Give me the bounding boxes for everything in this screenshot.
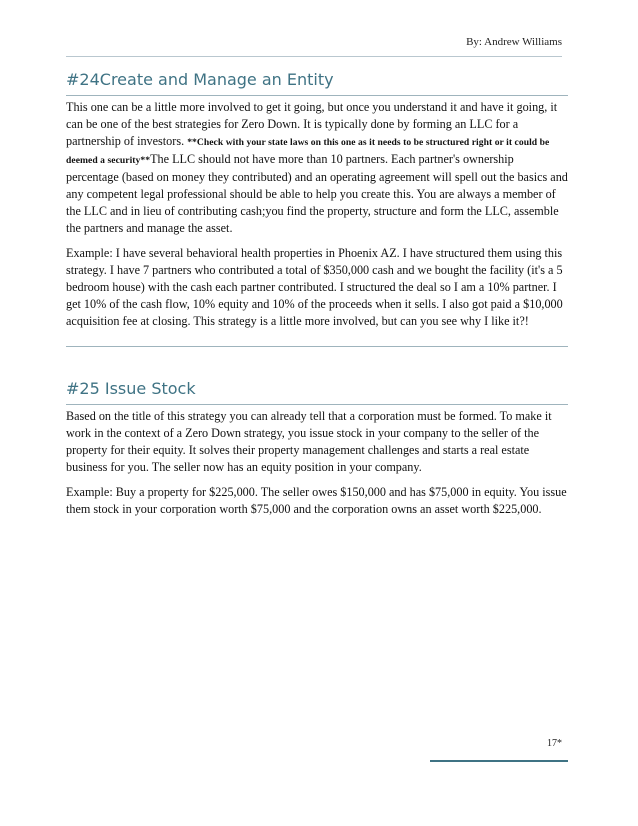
example-paragraph: Example: I have several behavioral health properties in Phoenix AZ. I have structured them using this strategy. I have 7 partners who contributed a total of $350,000 cash and we bought the facility (it's a 5 bedroom house) with the cash each partner contributed. I structured the deal so I am a 10% partner. I get 10% of the cash flow, 10% equity and 10% of the proceeds when it sells. I also got paid a $10,000 acquisition fee at closing. This strategy is a little more involved, but can you see why I like it?! — [66, 246, 563, 328]
page-header — [66, 36, 562, 57]
section-title: #24Create and Manage an Entity — [66, 70, 568, 96]
section-24 — [66, 70, 568, 347]
paragraph: Based on the title of this strategy you can already tell that a corporation must be formed. To make it work in the context of a Zero Down strategy, you issue stock in your company to the seller of the property for their equity. It solves their property management challenges and starts a real estate business for you. The seller now has an equity position in your company. — [66, 409, 552, 474]
section-body — [66, 96, 568, 347]
page-number: 17* — [547, 738, 562, 749]
footer-rule — [430, 760, 568, 762]
section-body — [66, 405, 568, 518]
legal-warning-note: **Check with your state laws on this one as it needs to be structured right or it could be deemed a security** — [66, 137, 550, 166]
header-author: By: Andrew Williams — [466, 36, 562, 48]
paragraph-text: The LLC should not have more than 10 partners. Each partner's ownership percentage (based on money they contributed) and an operating agreement will spell out the basics and any competent legal professional should be able to help you create this. You are always a member of the LLC and in lieu of contributing cash;you find the property, structure and form the LLC, assemble the partners and manage the asset. — [66, 152, 568, 235]
page-content — [66, 70, 568, 526]
example-paragraph: Example: Buy a property for $225,000. The seller owes $150,000 and has $75,000 in equity. You issue them stock in your corporation worth $75,000 and the corporation owns an asset worth $225,000. — [66, 485, 567, 516]
paragraph — [66, 99, 568, 237]
paragraph-text: This one can be a little more involved to get it going, but once you understand it and have it going, it can be one of the best strategies for Zero Down. It is typically done by forming an LLC for a partnership of investors. — [66, 100, 558, 148]
section-title: #25 Issue Stock — [66, 379, 568, 405]
section-25 — [66, 379, 568, 518]
